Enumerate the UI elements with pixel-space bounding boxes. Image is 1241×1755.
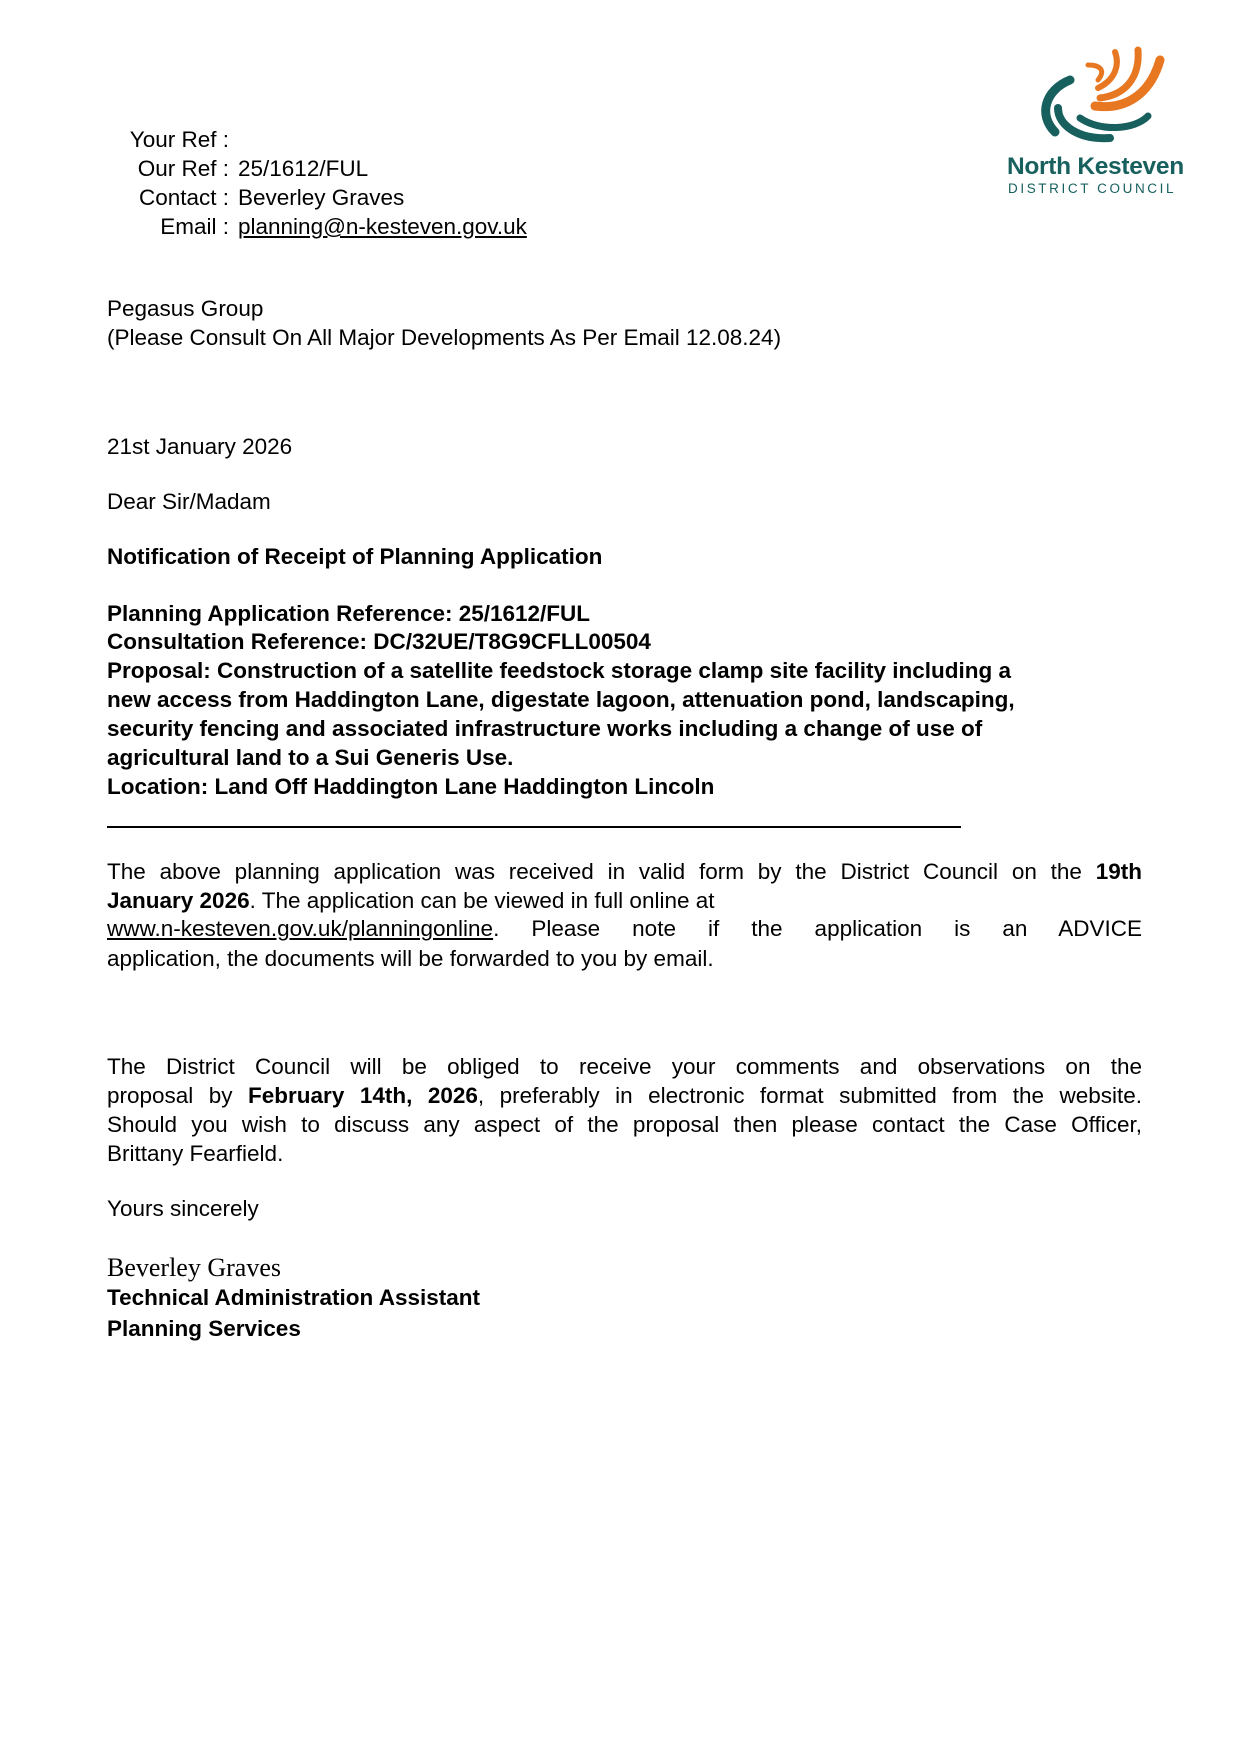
location: Location: Land Off Haddington Lane Haddington Lincoln <box>107 774 715 799</box>
text: proposal by <box>107 1083 249 1108</box>
received-month: January 2026 <box>107 888 250 913</box>
paragraph-line <box>107 914 1142 943</box>
proposal-line: Proposal: Construction of a satellite feedstock storage clamp site facility including a <box>107 658 1011 683</box>
your-ref-label: Your Ref : <box>129 127 229 152</box>
paragraph-line: application, the documents will be forwarded to you by email. <box>107 946 714 971</box>
recipient-name: Pegasus Group <box>107 296 264 321</box>
consultation-reference: Consultation Reference: DC/32UE/T8G9CFLL00504 <box>107 629 651 654</box>
planning-reference: Planning Application Reference: 25/1612/FUL <box>107 601 591 626</box>
signature: Beverley Graves <box>107 1253 281 1282</box>
salutation: Dear Sir/Madam <box>107 489 271 514</box>
email-label: Email : <box>160 214 229 239</box>
logo-name: North Kesteven <box>1007 153 1184 180</box>
logo-subtitle: DISTRICT COUNCIL <box>1008 181 1177 196</box>
our-ref-label: Our Ref : <box>137 156 229 181</box>
our-ref-value: 25/1612/FUL <box>238 156 369 181</box>
paragraph-line: The District Council will be obliged to receive your comments and observations on the <box>107 1054 1142 1079</box>
contact-value: Beverley Graves <box>238 185 405 210</box>
valediction: Yours sincerely <box>107 1196 259 1221</box>
signatory-title: Technical Administration Assistant <box>107 1285 480 1310</box>
received-day: 19th <box>1095 859 1142 884</box>
proposal-line: security fencing and associated infrastructure works including a change of use of <box>107 716 983 741</box>
paragraph-line <box>107 886 715 915</box>
text: . The application can be viewed in full online at <box>249 888 715 913</box>
planning-online-link[interactable]: www.n-kesteven.gov.uk/planningonline <box>107 916 494 941</box>
subject-heading: Notification of Receipt of Planning Application <box>107 544 603 569</box>
contact-label: Contact : <box>138 185 229 210</box>
paragraph-line: Should you wish to discuss any aspect of the proposal then please contact the Case Officer, <box>107 1112 1142 1137</box>
comment-deadline: February 14th, 2026 <box>248 1083 478 1108</box>
paragraph-line <box>107 857 1142 886</box>
divider-line <box>107 826 961 828</box>
email-link[interactable]: planning@n-kesteven.gov.uk <box>238 214 527 239</box>
recipient-note: (Please Consult On All Major Developments As Per Email 12.08.24) <box>107 325 782 350</box>
text: , preferably in electronic format submitted from the website. <box>477 1083 1142 1108</box>
text: The above planning application was received in valid form by the District Council on the <box>107 859 1096 884</box>
signatory-department: Planning Services <box>107 1316 301 1341</box>
proposal-line: new access from Haddington Lane, digestate lagoon, attenuation pond, landscaping, <box>107 687 1015 712</box>
paragraph-line <box>107 1081 1142 1110</box>
paragraph-line: Brittany Fearfield. <box>107 1141 284 1166</box>
text: . Please note if the application is an ADVICE <box>493 916 1142 941</box>
letter-date: 21st January 2026 <box>107 434 293 459</box>
proposal-line: agricultural land to a Sui Generis Use. <box>107 745 514 770</box>
